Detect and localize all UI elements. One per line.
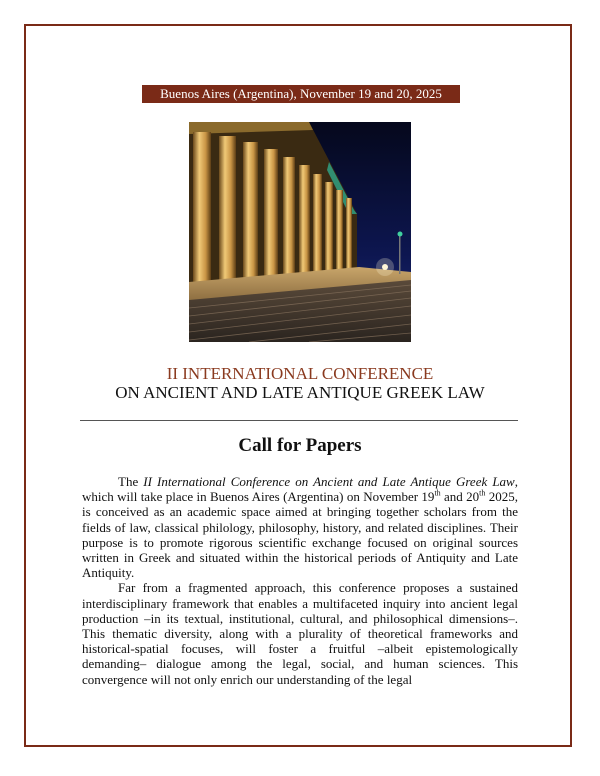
para1-part-b: and 20 [440,489,480,505]
para1-part-a: , which will take place in Buenos Aires (Argentina) on November 19 [82,474,518,505]
date-location-banner: Buenos Aires (Argentina), November 19 and 20, 2025 [142,85,460,103]
divider [80,420,518,421]
conference-name-italic: II International Conference on Ancient and Late Antique Greek Law [143,474,515,489]
body-text [82,474,518,687]
paragraph-1 [82,474,518,580]
para1-part-c: 2025, is conceived as an academic space aimed at bringing together scholars from the fields of law, classical philology, philosophy, history, and related disciplines. Their purpose is to promote rigorous scientific exchange focused on original sources written in Greek and situated within the historical periods of Antiquity and Late Antiquity. [82,489,518,581]
paragraph-2: Far from a fragmented approach, this conference proposes a sustained interdisciplinary framework that enables a multifaceted inquiry into ancient legal production –in its textual, institutional, cultural, and philosophical dimensions–. This thematic diversity, along with a plurality of theoretical frameworks and historical-spatial focuses, will foster a fruitful –albeit epistemologically demanding– dialogue among the legal, social, and human sciences. This convergence will not only enrich our understanding of the legal [82,580,518,687]
ordinal-superscript: th [434,488,441,498]
conference-title-line1: II INTERNATIONAL CONFERENCE [166,364,434,383]
para1-lead: The [118,474,144,489]
colonnade-building-photo [189,122,411,342]
conference-title-line2: ON ANCIENT AND LATE ANTIQUE GREEK LAW [115,383,485,402]
call-for-papers-heading: Call for Papers [238,435,362,456]
ordinal-superscript: th [479,488,486,498]
